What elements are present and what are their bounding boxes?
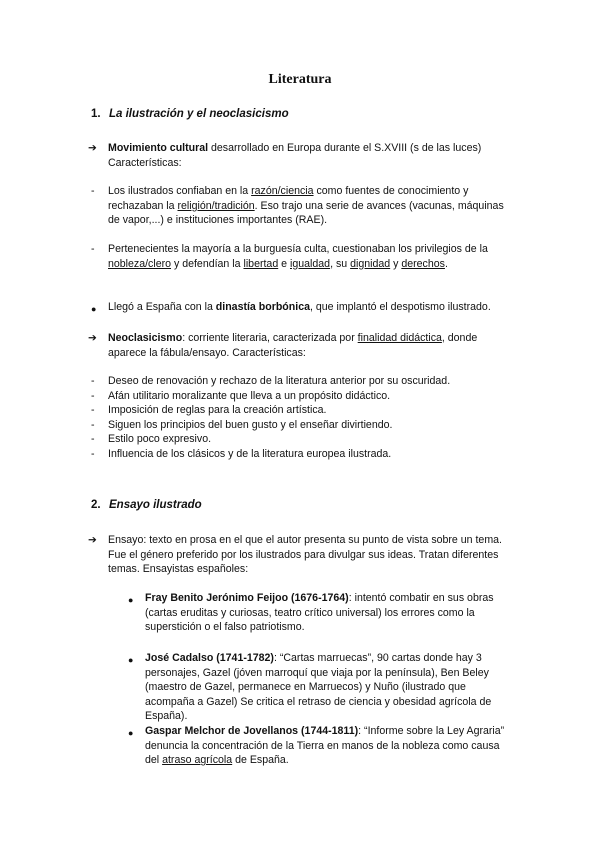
underlined-term: dignidad [350,257,391,270]
paragraph-line: Características: [108,156,182,169]
paragraph-line [145,651,482,666]
text-run: como fuentes de conocimiento y [313,185,469,197]
paragraph-line: temas. Ensayistas españoles: [108,563,249,576]
section-heading-1 [91,108,289,120]
arrow-bullet-icon: ➔ [88,534,97,546]
paragraph-line: Pertenecientes la mayoría a la burguesía culta, cuestionaban los privilegios de la [108,243,488,255]
paragraph-line: España). [145,710,188,723]
list-item: Influencia de los clásicos y de la literatura europea ilustrada. [108,448,392,460]
bold-term: dinastía borbónica [215,301,310,313]
underlined-term: derechos [401,257,445,270]
round-bullet-icon: ● [128,655,134,665]
paragraph-line [108,331,477,346]
text-run: : “Cartas marruecas”, 90 cartas donde hay 3 [273,652,482,664]
round-bullet-icon: ● [91,304,97,314]
section-title: La ilustración y el neoclasicismo [109,108,289,120]
underlined-term: atraso agrícola [162,754,233,767]
text-run: : intentó combatir en sus obras [348,592,494,604]
paragraph-line: (maestro de Gazel, permanece en Marruecos) y Nuño (ilustrado que [145,681,466,694]
bold-term: Movimiento cultural [108,142,209,154]
text-run: y defendían la [171,257,244,270]
text-run: de España. [232,754,289,767]
underlined-term: finalidad didáctica [357,332,442,344]
text-run: rechazaban la [108,199,178,212]
bold-term: Gaspar Melchor de Jovellanos (1744-1811) [145,725,359,737]
paragraph-line: Ensayo: texto en prosa en el que el autor presenta su punto de vista sobre un tema. [108,534,502,546]
list-item: Deseo de renovación y rechazo de la literatura anterior por su oscuridad. [108,375,451,387]
paragraph-line: aparece la fábula/ensayo. Características: [108,346,306,359]
text-run: : corriente literaria, caracterizada por [182,332,358,344]
underlined-term: libertad [243,257,279,270]
text-run: , donde [441,332,478,344]
list-item: Afán utilitario moralizante que lleva a un propósito didáctico. [108,389,391,402]
text-run: , que implantó el despotismo ilustrado. [309,301,491,313]
paragraph-line [145,753,289,768]
list-item: Estilo poco expresivo. [108,433,212,446]
paragraph-line: de vapor,...) e instituciones importantes (RAE). [108,214,328,227]
paragraph-line [108,199,504,214]
text-run: . [444,257,448,270]
paragraph-line [108,300,491,315]
bold-term: Fray Benito Jerónimo Feijoo (1676-1764) [145,592,349,604]
text-run: Llegó a España con la [108,301,216,313]
bold-term: José Cadalso (1741-1782) [145,652,274,664]
list-item: Imposición de reglas para la creación artística. [108,404,327,417]
paragraph-line: (cartas eruditas y curiosas, teatro crítico universal) los errores como la [145,606,475,619]
paragraph-line [108,141,481,156]
page-title: Literatura [268,72,332,87]
dash-bullet-icon: - [91,243,95,255]
bold-term: Neoclasicismo [108,332,183,344]
text-run: y [390,257,402,270]
dash-bullet-icon: - [91,389,95,402]
underlined-term: igualdad [290,257,331,270]
arrow-bullet-icon: ➔ [88,142,97,154]
round-bullet-icon: ● [128,595,134,605]
underlined-term: nobleza/clero [108,257,172,270]
round-bullet-icon: ● [128,728,134,738]
dash-bullet-icon: - [91,404,95,417]
dash-bullet-icon: - [91,418,95,431]
paragraph-line [108,257,448,272]
underlined-term: religión/tradición [177,199,255,212]
list-item: Siguen los principios del buen gusto y el enseñar divirtiendo. [108,418,393,431]
dash-bullet-icon: - [91,375,95,387]
text-run: : “Informe sobre la Ley Agraria” [358,725,505,737]
paragraph-line [108,184,468,199]
paragraph-line: Fue el género preferido por los ilustrados para divulgar sus ideas. Tratan diferentes [108,548,499,561]
dash-bullet-icon: - [91,433,95,446]
text-run: . Eso trajo una serie de avances (vacunas, máquinas [254,199,504,212]
paragraph-line [145,724,504,739]
text-run: e [278,257,290,270]
paragraph-line: personajes, Gazel (jóven marroquí que viaja por la península), Ben Beley [145,666,489,679]
text-run: desarrollado en Europa durante el S.XVIII (s de las luces) [208,142,482,154]
underlined-term: razón/ciencia [251,185,314,197]
section-number: 1. [91,108,101,120]
paragraph-line: superstición o el falso patriotismo. [145,621,305,634]
section-heading-2 [91,499,202,511]
text-run: del [145,754,163,767]
section-number: 2. [91,499,101,511]
paragraph-line [145,591,494,606]
paragraph-line: acompaña a Gazel) Se critica el retraso de ciencia y obesidad agrícola de [145,695,492,708]
arrow-bullet-icon: ➔ [88,332,97,344]
section-title: Ensayo ilustrado [109,499,202,511]
paragraph-line: denuncia la concentración de la Tierra en manos de la nobleza como causa [145,739,500,752]
text-run: , su [330,257,351,270]
dash-bullet-icon: - [91,185,95,197]
text-run: Los ilustrados confiaban en la [108,185,252,197]
dash-bullet-icon: - [91,448,95,460]
